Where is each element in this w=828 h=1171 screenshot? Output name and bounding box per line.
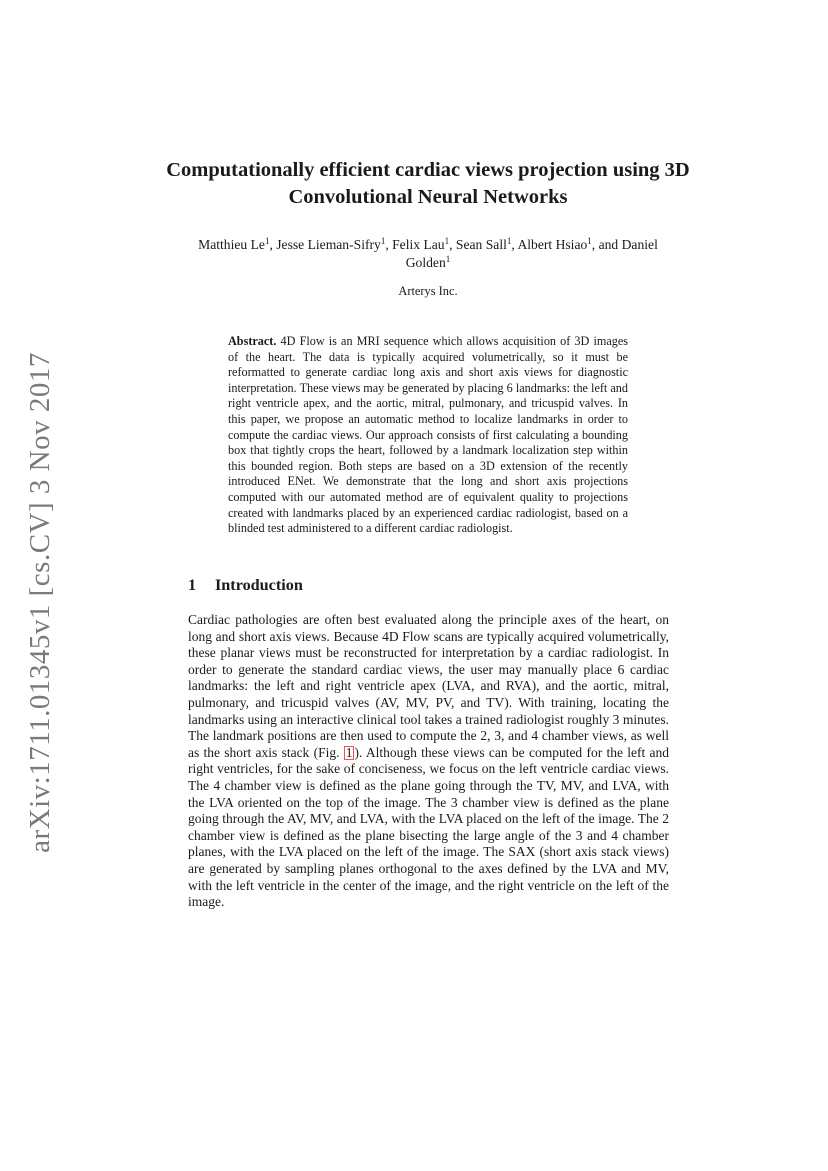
author-1: Matthieu Le$^1$: [198, 236, 270, 252]
abstract-label: Abstract.: [228, 334, 277, 348]
figure-1-link[interactable]: 1: [345, 744, 353, 760]
section-title: Introduction: [215, 576, 303, 594]
abstract-text: 4D Flow is an MRI sequence which allows acquisition of 3D images of the heart. The data is typically acquired volumetrically, so it must be reformatted to generate cardiac long axis and short axis views for diagnostic interpretation. These views may be generated by placing 6 landmarks: the left and right ventricle apex, and the aortic, mitral, pulmonary, and tricuspid valves. In this paper, we propose an automatic method to localize landmarks in order to compute the cardiac views. Our approach consists of first calculating a bounding box that tightly crops the heart, followed by a landmark localization step within this bounded region. Both steps are based on a 3D extension of the recently introduced ENet. We demonstrate that the long and short axis projections computed with our automated method are of equivalent quality to projections created with landmarks placed by an experienced cardiac radiologist, based on a blinded test administered to a different cardiac radiologist.: [228, 334, 628, 536]
author-4: Sean Sall$^1$: [455, 236, 512, 252]
abstract: [228, 334, 628, 537]
introduction-paragraph: Cardiac pathologies are often best evaluated along the principle axes of the heart, on long and short axis views. Because 4D Flow scans are typically acquired volumetrically, these planar views must be reconstructed for interpretation by a cardiac radiologist. In order to generate the standard cardiac views, the user may manually place 6 cardiac landmarks: the left and right ventricle apex (LVA, and RVA), and the aortic, mitral, pulmonary, and tricuspid valves (AV, MV, PV, and TV). With training, locating the landmarks using an interactive clinical tool takes a trained radiologist roughly 3 minutes. The landmark positions are then used to compute the 2, 3, and 4 chamber views, as well as the short axis stack (Fig. 1 ). Although these views can be computed for the left and right ventricles, for the sake of conciseness, we focus on the left ventricle cardiac views. The 4 chamber view is defined as the plane going through the TV, MV, and LVA, with the LVA oriented on the top of the image. The 3 chamber view is defined as the plane going through the AV, MV, and LVA, with the LVA placed on the left of the image. The 2 chamber view is defined as the plane bisecting the large angle of the 3 and 4 chamber planes, with the LVA placed on the left of the image. The SAX (short axis stack views) are generated by sampling planes orthogonal to the axes defined by the LVA and MV, with the left ventricle in the center of the image, and the right ventricle on the left of the image.: [188, 612, 669, 910]
author-2: Jesse Lieman-Sifry$^1$: [276, 236, 386, 252]
author-5: Albert Hsiao$^1$: [517, 236, 592, 252]
section-heading: [188, 576, 303, 595]
author-6: Daniel Golden$^1$: [405, 237, 658, 270]
affiliation: Arterys Inc.: [398, 284, 458, 298]
author-list: Matthieu Le$^1$, Jesse Lieman-Sifry$^1$, Felix Lau$^1$, Sean Sall$^1$, Albert Hsiao$^1$, and Daniel Golden$^1$: [198, 236, 658, 270]
paper-title: Computationally efficient cardiac views projection using 3D Convolutional Neural Networks: [166, 159, 690, 208]
author-3: Felix Lau$^1$: [392, 236, 450, 252]
arxiv-stamp: [20, 351, 60, 853]
section-number: 1: [188, 576, 197, 594]
arxiv-stamp-text: arXiv:1711.01345v1 [cs.CV] 3 Nov 2017: [23, 351, 56, 853]
